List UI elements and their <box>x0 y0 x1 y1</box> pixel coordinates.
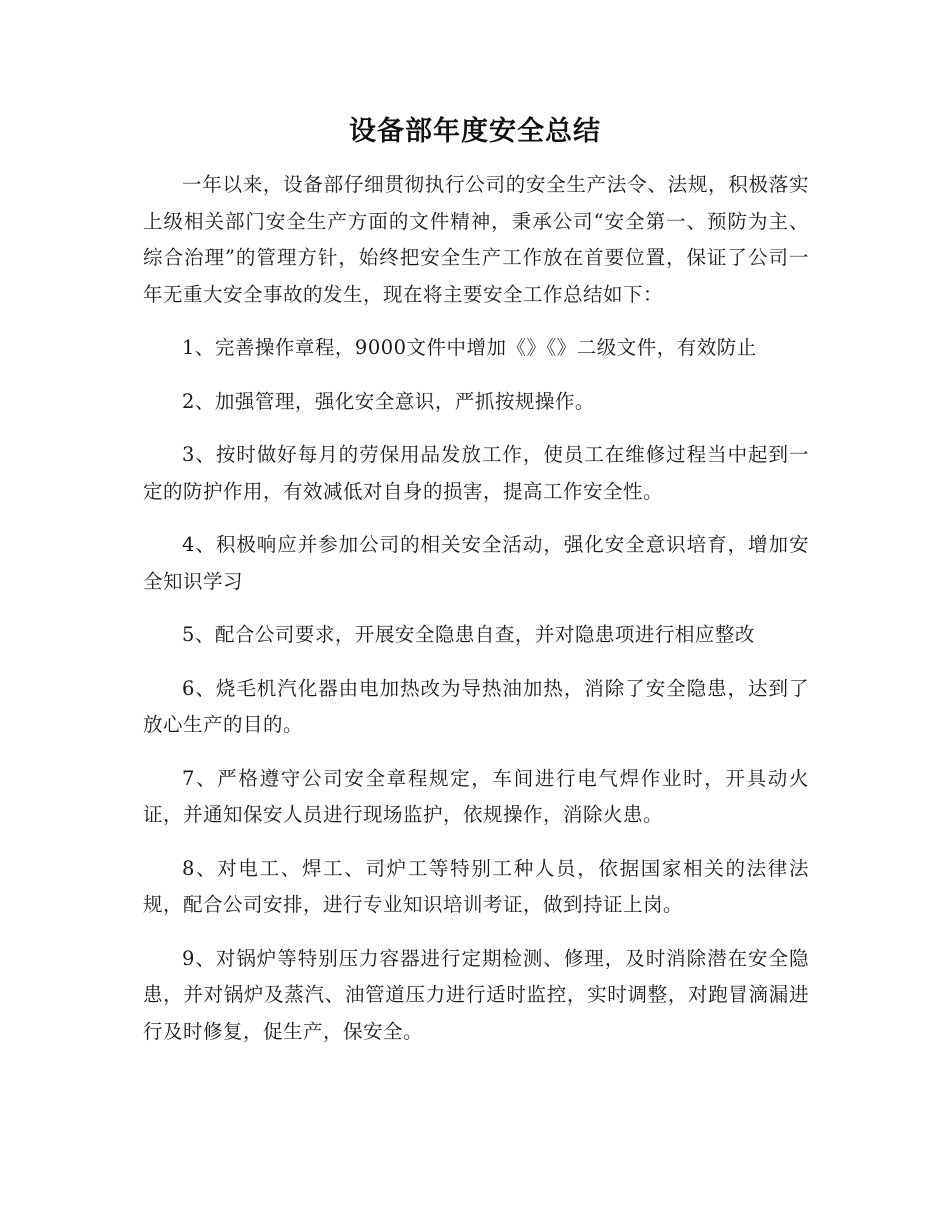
summary-item-6: 6、烧毛机汽化器由电加热改为导热油加热，消除了安全隐患，达到了放心生产的目的。 <box>143 676 809 736</box>
intro-paragraph: 一年以来，设备部仔细贯彻执行公司的安全生产法令、法规，积极落实上级相关部门安全生产方面的文件精神，秉承公司“安全第一、预防为主、综合治理”的管理方针，始终把安全生产工作放在首要位置，保证了公司一年无重大安全事故的发生，现在将主要安全工作总结如下： <box>143 173 809 306</box>
summary-item-3: 3、按时做好每月的劳保用品发放工作，使员工在维修过程当中起到一定的防护作用，有效减低对自身的损害，提高工作安全性。 <box>143 443 809 503</box>
summary-item-1: 1、完善操作章程，9000文件中增加《》《》二级文件，有效防止 <box>182 336 757 359</box>
summary-item-8: 8、对电工、焊工、司炉工等特别工种人员，依据国家相关的法律法规，配合公司安排，进行专业知识培训考证，做到持证上岗。 <box>143 856 809 916</box>
summary-item-5: 5、配合公司要求，开展安全隐患自查，并对隐患项进行相应整改 <box>182 623 755 646</box>
summary-item-4: 4、积极响应并参加公司的相关安全活动，强化安全意识培育，增加安全知识学习 <box>143 533 809 593</box>
document-body <box>143 167 809 1067</box>
summary-item-7: 7、严格遵守公司安全章程规定，车间进行电气焊作业时，开具动火证，并通知保安人员进行现场监护，依规操作，消除火患。 <box>143 766 809 826</box>
summary-item-9: 9、对锅炉等特别压力容器进行定期检测、修理，及时消除潜在安全隐患，并对锅炉及蒸汽、油管道压力进行适时监控，实时调整，对跑冒滴漏进行及时修复，促生产，保安全。 <box>143 946 809 1043</box>
summary-item-2: 2、加强管理，强化安全意识，严抓按规操作。 <box>182 389 595 413</box>
document-title: 设备部年度安全总结 <box>349 116 601 147</box>
